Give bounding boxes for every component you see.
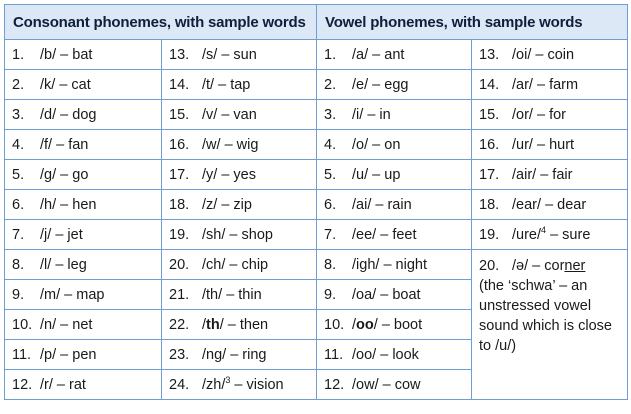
entry-number: 5. [12,166,25,183]
phoneme-table-body [5,40,628,400]
phoneme: /ng/ [202,346,227,363]
footnote-marker: 3 [225,374,231,385]
sample-word: – zip [221,196,252,213]
sample-word: – bat [60,46,93,63]
phoneme: /z/ [202,196,218,213]
vowel-cell [472,40,628,70]
entry-number: 21. [169,286,190,303]
entry-number: 2. [324,76,337,93]
table-row [5,70,628,100]
entry-number: 24. [169,376,190,393]
phoneme: /ear/ [512,196,542,213]
phoneme: /d/ [40,106,57,123]
phoneme-table-container [4,4,627,408]
footnote-marker: 4 [541,224,547,235]
vowel-cell [472,130,628,160]
sample-word: – chip [229,256,269,273]
phoneme: /ee/ [352,226,377,243]
vowel-cell [317,160,472,190]
sample-word: – thin [226,286,262,303]
entry-number: 4. [12,136,25,153]
consonant-cell [5,160,162,190]
vowel-cell [317,100,472,130]
phoneme: /m/ [40,286,61,303]
phoneme: /ch/ [202,256,226,273]
table-row [5,190,628,220]
sample-word: – van [221,106,257,123]
entry-number: 20. [479,258,500,274]
entry-number: 14. [479,76,500,93]
vowel-cell [317,190,472,220]
table-row [5,250,628,280]
sample-word: – vision [234,376,284,393]
phoneme: /h/ [40,196,57,213]
entry-number: 5. [324,166,337,183]
phoneme-slash: / [352,316,357,333]
sample-word: – ant [372,46,405,63]
vowel-cell [317,220,472,250]
entry-number: 23. [169,346,190,363]
phoneme: /g/ [40,166,57,183]
entry-number: 19. [479,226,500,243]
table-row [5,130,628,160]
phoneme: /air/ [512,166,537,183]
vowel-cell [472,190,628,220]
consonant-cell [162,100,317,130]
schwa-cell [472,250,628,400]
sample-word: – net [60,316,93,333]
consonant-cell [162,190,317,220]
phoneme: /or/ [512,106,533,123]
phoneme: /b/ [40,46,57,63]
entry-number: 16. [479,136,500,153]
consonant-cell [162,370,317,400]
phoneme-bold: oo [356,316,374,333]
entry-number: 20. [169,256,190,273]
vowel-cell [472,160,628,190]
vowels-header: Vowel phonemes, with sample words [317,5,628,40]
consonant-cell [5,280,162,310]
entry-number: 17. [479,166,500,183]
sample-word: – fair [540,166,573,183]
phoneme: /j/ [40,226,52,243]
table-row [5,160,628,190]
consonant-cell [5,340,162,370]
sample-word: – cat [59,76,91,93]
entry-number: 1. [12,46,25,63]
sample-word: – then [227,316,269,333]
vowel-cell [317,130,472,160]
sample-word: – in [367,106,391,123]
consonant-cell [162,130,317,160]
phoneme: /igh/ [352,256,380,273]
phoneme: /f/ [40,136,53,153]
phoneme: /w/ [202,136,221,153]
phoneme: /ar/ [512,76,533,93]
consonant-cell [162,340,317,370]
sample-word: – yes [221,166,257,183]
sample-word: – rat [56,376,86,393]
entry-number: 15. [169,106,190,123]
entry-number: 11. [12,346,32,363]
sample-word: – go [60,166,89,183]
phoneme-slash: / [219,316,224,333]
sample-word: – leg [55,256,87,273]
consonant-cell [5,370,162,400]
sample-word: – on [372,136,401,153]
entry-number: 7. [12,226,25,243]
consonant-cell [162,70,317,100]
sample-word: – sun [221,46,257,63]
phoneme: /l/ [40,256,52,273]
phoneme-table [4,4,628,400]
consonant-cell [5,250,162,280]
phoneme: /ur/ [512,136,533,153]
consonant-cell [5,40,162,70]
vowel-cell [317,250,472,280]
phoneme: /o/ [352,136,369,153]
sample-word: – wig [224,136,259,153]
entry-number: 9. [324,286,337,303]
vowel-cell [317,70,472,100]
entry-number: 22. [169,316,190,333]
sample-word: – egg [372,76,409,93]
consonant-cell [162,250,317,280]
phoneme-slash: / [373,316,378,333]
phoneme: /a/ [352,46,369,63]
sample-word: – dog [60,106,97,123]
entry-number: 2. [12,76,25,93]
vowel-cell [317,40,472,70]
sample-word: – rain [375,196,412,213]
phoneme: /ai/ [352,196,372,213]
entry-number: 8. [324,256,337,273]
consonant-cell [5,70,162,100]
sample-word-underlined: ner [564,258,586,274]
sample-word: – boat [380,286,421,303]
vowel-cell [317,340,472,370]
consonant-cell [5,310,162,340]
entry-number: 10. [12,316,33,333]
table-row [5,40,628,70]
sample-word: – cow [382,376,421,393]
entry-number: 6. [324,196,337,213]
vowel-cell [472,70,628,100]
sample-word: – tap [218,76,251,93]
sample-word: – night [383,256,428,273]
sample-word: – up [372,166,401,183]
schwa-note: (the ‘schwa’ – an unstressed vowel sound which is close to /u/) [479,278,613,354]
consonants-header: Consonant phonemes, with sample words [5,5,317,40]
entry-number: 12. [324,376,345,393]
sample-word: – dear [545,196,587,213]
consonant-cell [5,220,162,250]
entry-number: 13. [169,46,190,63]
vowel-cell [472,100,628,130]
consonant-cell [162,220,317,250]
phoneme-bold: th [206,316,220,333]
sample-word: – shop [229,226,273,243]
consonant-cell [5,100,162,130]
table-row [5,220,628,250]
entry-number: 1. [324,46,337,63]
sample-word: – ring [230,346,267,363]
consonant-cell [5,130,162,160]
phoneme: /i/ [352,106,364,123]
entry-number: 12. [12,376,33,393]
entry-number: 10. [324,316,345,333]
entry-number: 4. [324,136,337,153]
sample-word: – farm [537,76,579,93]
consonant-cell [162,40,317,70]
sample-word: – jet [55,226,83,243]
phoneme: /u/ [352,166,369,183]
table-row [5,100,628,130]
vowel-cell [317,310,472,340]
phoneme: /ə/ [512,258,529,274]
sample-word: – pen [60,346,97,363]
sample-word: – for [537,106,567,123]
entry-number: 19. [169,226,190,243]
phoneme: /t/ [202,76,215,93]
consonant-cell [162,280,317,310]
entry-number: 18. [479,196,500,213]
sample-word: – fan [56,136,89,153]
entry-number: 3. [324,106,337,123]
consonant-cell [162,160,317,190]
sample-word: – map [64,286,105,303]
sample-word: – boot [381,316,423,333]
entry-number: 3. [12,106,25,123]
entry-number: 11. [324,346,344,363]
phoneme: /oi/ [512,46,532,63]
sample-word: – coin [535,46,575,63]
sample-word: – sure [550,226,591,243]
consonant-cell [162,310,317,340]
entry-number: 9. [12,286,25,303]
sample-word: – feet [380,226,417,243]
phoneme: /ure/ [512,226,542,243]
entry-number: 8. [12,256,25,273]
phoneme: /s/ [202,46,218,63]
phoneme: /oa/ [352,286,377,303]
phoneme: /ow/ [352,376,379,393]
entry-number: 15. [479,106,500,123]
sample-word: – hen [60,196,97,213]
sample-word: – cor [532,258,565,274]
entry-number: 13. [479,46,500,63]
entry-number: 6. [12,196,25,213]
entry-number: 7. [324,226,337,243]
vowel-cell [472,220,628,250]
header-row [5,5,628,40]
vowel-cell [317,280,472,310]
consonant-cell [5,190,162,220]
phoneme: /r/ [40,376,53,393]
phoneme: /th/ [202,286,223,303]
vowel-cell [317,370,472,400]
phoneme: /e/ [352,76,369,93]
phoneme: /oo/ [352,346,377,363]
phoneme: /y/ [202,166,218,183]
entry-number: 14. [169,76,190,93]
phoneme: /zh/ [202,376,226,393]
phoneme-slash: / [202,316,207,333]
entry-number: 17. [169,166,190,183]
phoneme: /n/ [40,316,57,333]
phoneme: /k/ [40,76,56,93]
entry-number: 18. [169,196,190,213]
phoneme: /v/ [202,106,218,123]
sample-word: – look [380,346,419,363]
sample-word: – hurt [537,136,575,153]
phoneme: /sh/ [202,226,226,243]
entry-number: 16. [169,136,190,153]
phoneme: /p/ [40,346,57,363]
